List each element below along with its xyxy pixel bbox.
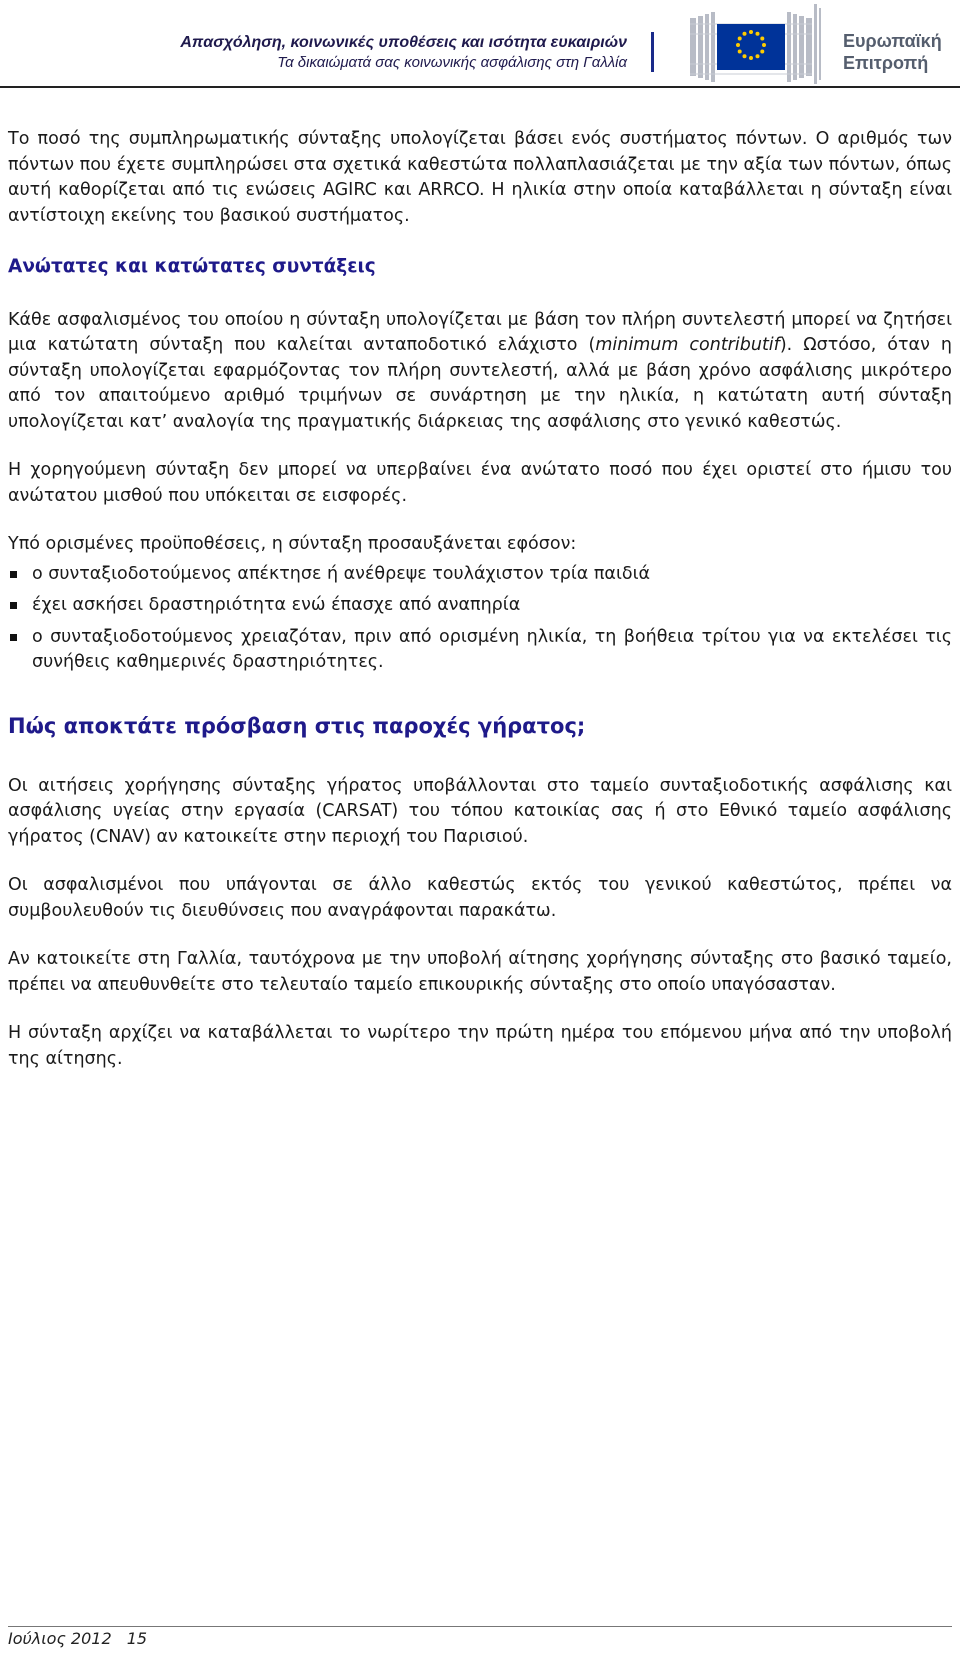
list-item <box>8 625 952 676</box>
section-heading-min-max-pensions: Ανώτατες και κατώτατες συντάξεις <box>8 256 376 277</box>
minimum-contributif-term: minimum contributif <box>595 335 780 355</box>
list-item-text: έχει ασκήσει δραστηριότητα ενώ έπασχε από αναπηρία <box>32 595 521 615</box>
increase-conditions-list <box>8 562 952 676</box>
logo-text <box>843 30 942 74</box>
payment-start-paragraph: Η σύνταξη αρχίζει να καταβάλλεται το νωρίτερο την πρώτη ημέρα του επόμενου μήνα από την υποβολή της αίτησης. <box>8 1023 952 1069</box>
bullet-square-icon <box>10 571 17 578</box>
application-paragraph: Οι αιτήσεις χορήγησης σύνταξης γήρατος υποβάλλονται στο ταμείο συνταξιοδοτικής ασφάλισης και ασφάλισης υγείας στην εργασία (CARSAT) του τόπου κατοικίας σας ή στο Εθνικό ταμείο ασφάλισης γήρατος (CNAV) αν κατοικείτε στην περιοχή του Παρισιού. <box>8 775 952 847</box>
header-rule <box>0 86 960 88</box>
list-item <box>8 593 952 619</box>
page-header <box>0 0 960 88</box>
increase-conditions-intro: Υπό ορισμένες προϋποθέσεις, η σύνταξη προσαυξάνεται εφόσον: <box>8 534 577 554</box>
logo-text-line1: Ευρωπαϊκή <box>843 31 942 51</box>
min-pension-paragraph <box>8 308 952 436</box>
footer-rule <box>8 1626 952 1627</box>
header-text <box>180 33 627 73</box>
min-pension-text-2: ). Ωστόσο, όταν η σύνταξη υπολογίζεται εφαρμόζοντας τον πλήρη συντελεστή, αλλά με βάση χρόνο ασφάλισης μικρότερο από τον απαιτούμενο αριθμό τριμήνων σε συνάρτηση με την ηλικία, η κατώτατη αυτή σύνταξη υπολογίζεται κατ’ αναλογία της πραγματικής διάρκειας της ασφάλισης στο γενικό καθεστώς. <box>8 335 952 432</box>
header-divider <box>651 32 654 72</box>
bullet-square-icon <box>10 634 17 641</box>
footer-date: Ιούλιος 2012 <box>8 1629 112 1648</box>
intro-paragraph: Το ποσό της συμπληρωματικής σύνταξης υπολογίζεται βάσει ενός συστήματος πόντων. Ο αριθμός των πόντων που έχετε συμπληρώσει στα σχετικά καθεστώτα πολλαπλασιάζεται με την αξία των πόντων, όπως αυτή καθορίζεται από τις ενώσεις AGIRC και ARRCO. Η ηλικία στην οποία καταβάλλεται η σύνταξη είναι αντίστοιχη εκείνης του βασικού συστήματος. <box>8 129 952 226</box>
max-pension-paragraph: Η χορηγούμενη σύνταξη δεν μπορεί να υπερβαίνει ένα ανώτατο ποσό που έχει οριστεί στο ήμισυ του ανώτατου μισθού που υπόκειται σε εισφορές. <box>8 460 952 506</box>
list-item <box>8 562 952 588</box>
supplementary-fund-paragraph: Αν κατοικείτε στη Γαλλία, ταυτόχρονα με την υποβολή αίτησης χορήγησης σύνταξης στο βασικό ταμείο, πρέπει να απευθυνθείτε στο τελευταίο ταμείο επικουρικής σύνταξης στο οποίο υπαγόσασταν. <box>8 949 952 995</box>
other-schemes-paragraph: Οι ασφαλισμένοι που υπάγονται σε άλλο καθεστώς εκτός του γενικού καθεστώτος, πρέπει να συμβουλευθούν τις διευθύνσεις που αναγράφονται παρακάτω. <box>8 875 952 921</box>
list-item-text: ο συνταξιοδοτούμενος απέκτησε ή ανέθρεψε τουλάχιστον τρία παιδιά <box>32 563 651 584</box>
page-number: 15 <box>126 1629 148 1648</box>
page-footer <box>8 1629 147 1648</box>
header-title: Απασχόληση, κοινωνικές υποθέσεις και ισότητα ευκαιριών <box>180 34 627 51</box>
document-body <box>8 127 952 1072</box>
list-item-text: ο συνταξιοδοτούμενος χρειαζόταν, πριν από ορισμένη ηλικία, τη βοήθεια τρίτου για να εκτελέσει τις συνήθεις καθημερινές δραστηριότητες. <box>32 626 952 672</box>
section-heading-access-benefits: Πώς αποκτάτε πρόσβαση στις παροχές γήρατος; <box>8 713 586 738</box>
logo-text-line2: Επιτροπή <box>843 53 929 73</box>
bullet-square-icon <box>10 602 17 609</box>
header-subtitle: Τα δικαιώματά σας κοινωνικής ασφάλισης στη Γαλλία <box>277 54 627 71</box>
min-pension-text-1: Κάθε ασφαλισμένος του οποίου η σύνταξη υπολογίζεται με βάση τον πλήρη συντελεστή μπορεί να ζητήσει μια κατώτατη σύνταξη που καλείται ανταποδοτικό ελάχιστο ( <box>8 309 952 355</box>
